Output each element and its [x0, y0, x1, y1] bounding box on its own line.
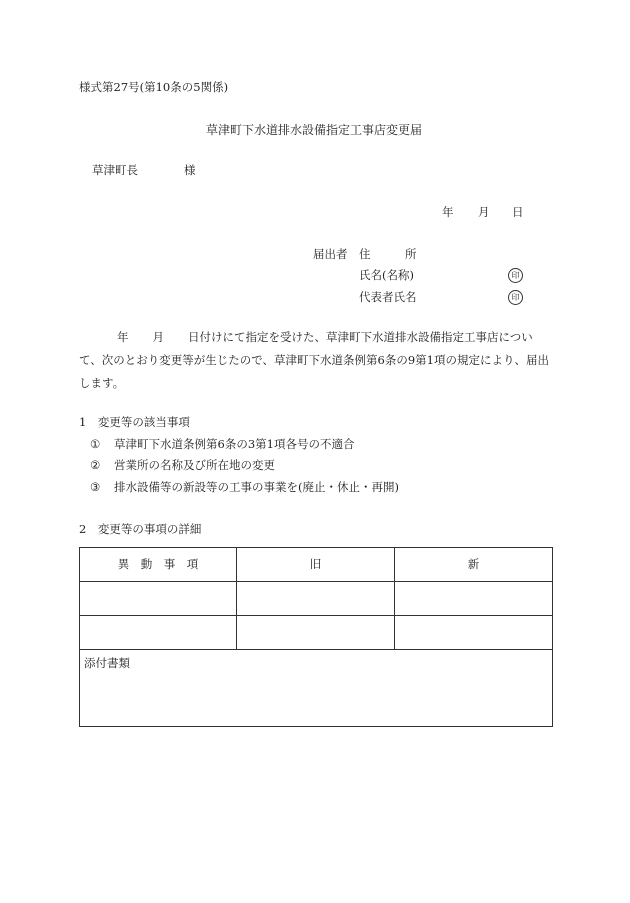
- old-value-cell[interactable]: [237, 616, 395, 650]
- seal-icon: [508, 290, 523, 305]
- body-year: 年: [117, 330, 129, 344]
- section1-item-text: 排水設備等の新設等の工事の事業を(廃止・休止・再開): [114, 480, 399, 494]
- attachments-cell[interactable]: [80, 650, 553, 727]
- header-old: 旧: [237, 548, 395, 582]
- section2-heading: 2 変更等の事項の詳細: [79, 522, 202, 536]
- header-new: 新: [395, 548, 553, 582]
- date-year-label: 年: [442, 205, 454, 219]
- change-details-table: [79, 547, 553, 727]
- new-value-cell[interactable]: [395, 582, 553, 616]
- form-number: 様式第27号(第10条の5関係): [79, 80, 229, 94]
- section1-item-mark: ③: [90, 480, 101, 494]
- section1-item-text: 営業所の名称及び所在地の変更: [114, 458, 275, 472]
- body-month: 月: [152, 330, 164, 344]
- addressee-name: 草津町長: [92, 163, 138, 177]
- body-text: 日付けにて指定を受けた、草津町下水道排水設備指定工事店について、次のとおり変更等が生じたので、草津町下水道条例第6条の9第1項の規定により、届出します。: [79, 330, 549, 390]
- section1-item-mark: ②: [90, 458, 101, 472]
- attachments-label: 添付書類: [84, 656, 130, 670]
- date-day-label: 日: [512, 205, 524, 219]
- table-row: [80, 616, 553, 650]
- body-paragraph: [79, 326, 551, 395]
- section1-item-mark: ①: [90, 437, 101, 451]
- change-item-cell[interactable]: [80, 582, 237, 616]
- table-header-row: [80, 548, 553, 582]
- change-item-cell[interactable]: [80, 616, 237, 650]
- attachments-row: [80, 650, 553, 727]
- table-row: [80, 582, 553, 616]
- page-title: 草津町下水道排水設備指定工事店変更届: [206, 123, 423, 137]
- new-value-cell[interactable]: [395, 616, 553, 650]
- date-month-label: 月: [478, 205, 490, 219]
- address-label: 住 所: [359, 247, 417, 261]
- seal-mark: 印: [508, 268, 523, 283]
- name-label: 氏名(名称): [359, 268, 414, 282]
- seal-icon: [508, 268, 523, 283]
- notifier-label: 届出者: [313, 247, 348, 261]
- header-change-item: 異 動 事 項: [80, 548, 237, 582]
- addressee-suffix: 様: [184, 163, 196, 177]
- old-value-cell[interactable]: [237, 582, 395, 616]
- representative-label: 代表者氏名: [359, 290, 417, 304]
- section1-heading: 1 変更等の該当事項: [79, 415, 190, 429]
- section1-item-text: 草津町下水道条例第6条の3第1項各号の不適合: [114, 437, 355, 451]
- seal-mark: 印: [508, 290, 523, 305]
